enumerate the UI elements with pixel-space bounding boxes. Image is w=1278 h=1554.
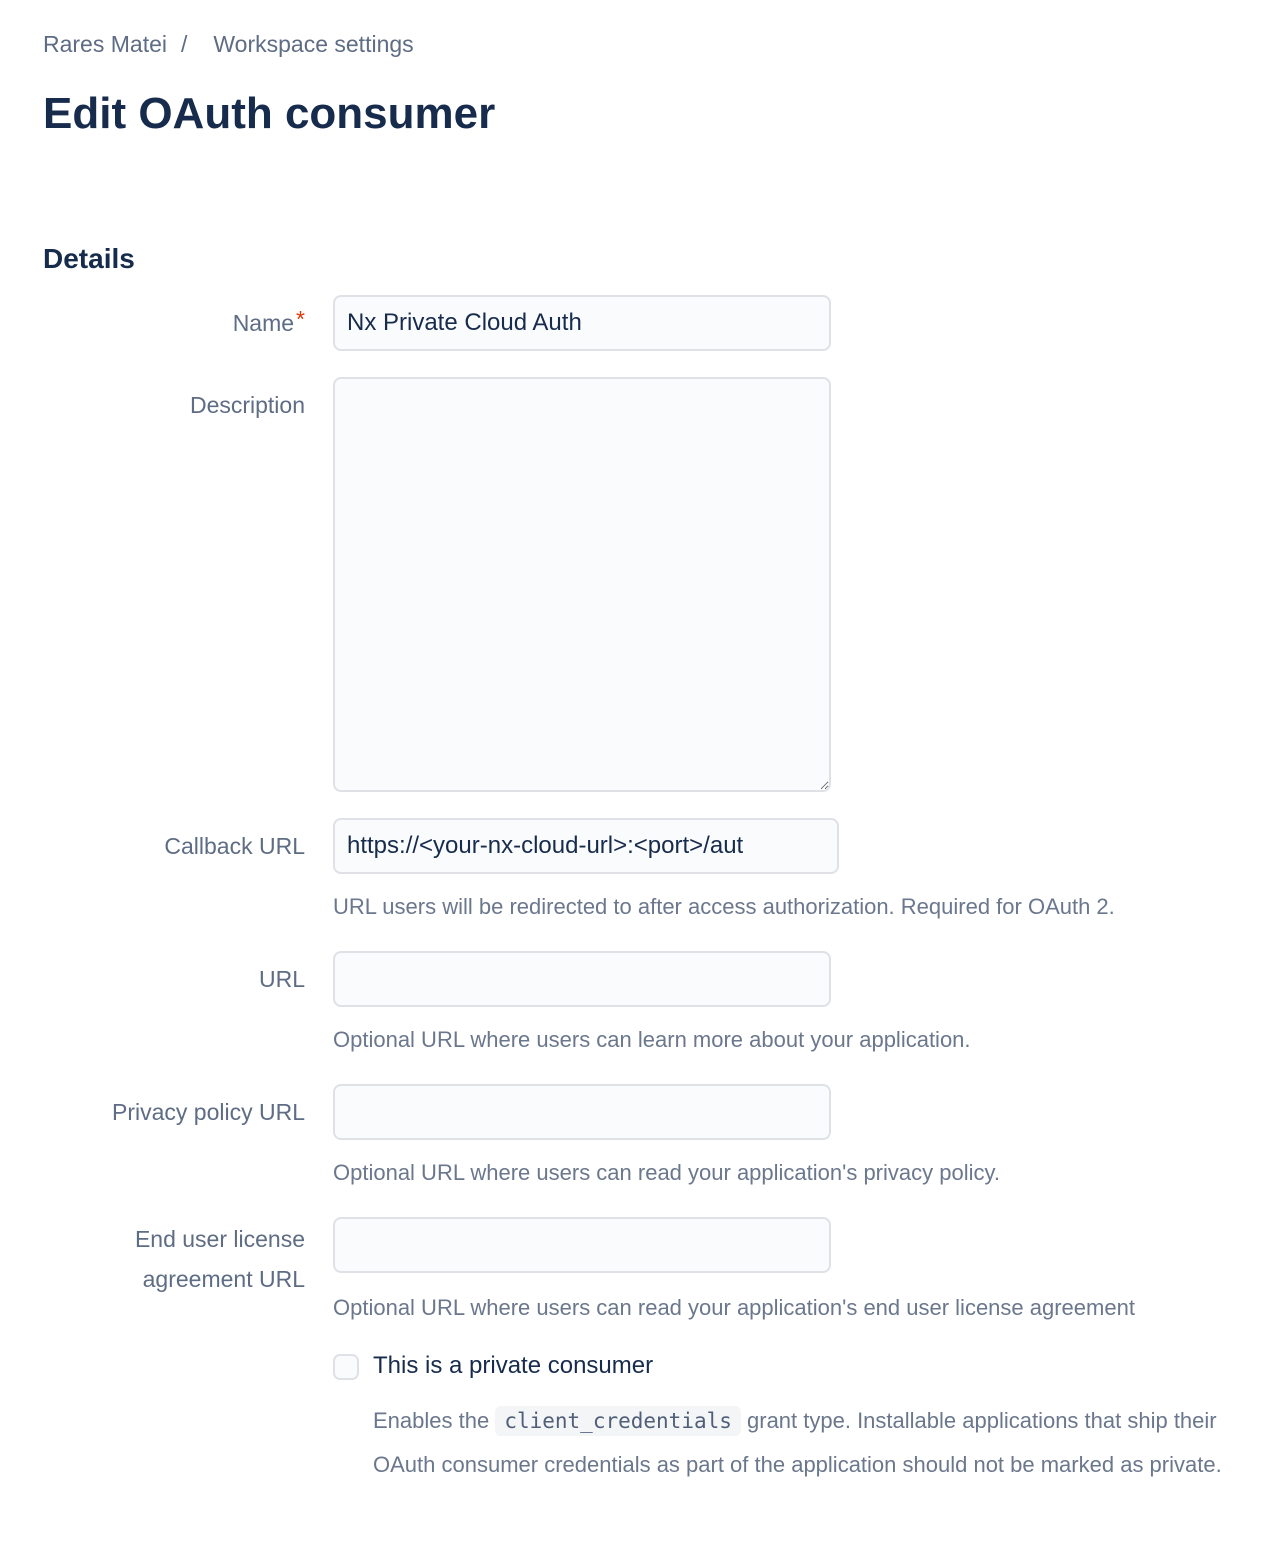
private-consumer-label-spacer — [43, 1352, 305, 1408]
private-consumer-helper-prefix: Enables the — [373, 1408, 496, 1433]
privacy-policy-url-label: Privacy policy URL — [112, 1099, 305, 1125]
callback-url-label: Callback URL — [164, 833, 305, 859]
name-input[interactable] — [333, 295, 831, 351]
page-title: Edit OAuth consumer — [43, 89, 496, 138]
private-consumer-row — [43, 1352, 1238, 1487]
private-consumer-checkbox[interactable] — [333, 1354, 359, 1380]
callback-url-input[interactable] — [333, 818, 839, 874]
client-credentials-code-chip: client_credentials — [495, 1406, 741, 1436]
breadcrumb-workspace-link[interactable]: Rares Matei — [43, 31, 167, 57]
description-row — [43, 377, 1238, 792]
breadcrumb — [43, 31, 1238, 57]
private-consumer-helper — [373, 1399, 1225, 1487]
oauth-consumer-form — [43, 295, 1238, 1487]
breadcrumb-separator: / — [180, 31, 188, 57]
callback-url-row — [43, 818, 1238, 920]
privacy-policy-url-input[interactable] — [333, 1084, 831, 1140]
private-consumer-helper-suffix: grant type. Installable applications that ship their OAuth consumer credentials as part of the application should not be marked as private. — [373, 1408, 1222, 1477]
breadcrumb-workspace-settings-link[interactable]: Workspace settings — [213, 31, 414, 57]
details-section-heading: Details — [43, 243, 135, 274]
privacy-policy-url-row — [43, 1084, 1238, 1186]
url-helper: Optional URL where users can learn more about your application. — [333, 1027, 971, 1052]
eula-url-helper: Optional URL where users can read your application's end user license agreement — [333, 1295, 1135, 1320]
url-row — [43, 951, 1238, 1053]
private-consumer-label[interactable]: This is a private consumer — [373, 1352, 654, 1379]
eula-url-input[interactable] — [333, 1217, 831, 1273]
description-label: Description — [189, 392, 305, 418]
description-textarea[interactable] — [333, 377, 831, 792]
callback-url-helper: URL users will be redirected to after access authorization. Required for OAuth 2. — [333, 894, 1115, 919]
url-label: URL — [258, 966, 305, 992]
name-row — [43, 295, 1238, 351]
url-input[interactable] — [333, 951, 831, 1007]
eula-url-row — [43, 1217, 1238, 1321]
privacy-policy-url-helper: Optional URL where users can read your application's privacy policy. — [333, 1160, 1000, 1185]
name-label: Name * — [43, 295, 305, 351]
eula-url-label: End user license agreement URL — [134, 1226, 305, 1292]
required-asterisk: * — [296, 306, 305, 332]
